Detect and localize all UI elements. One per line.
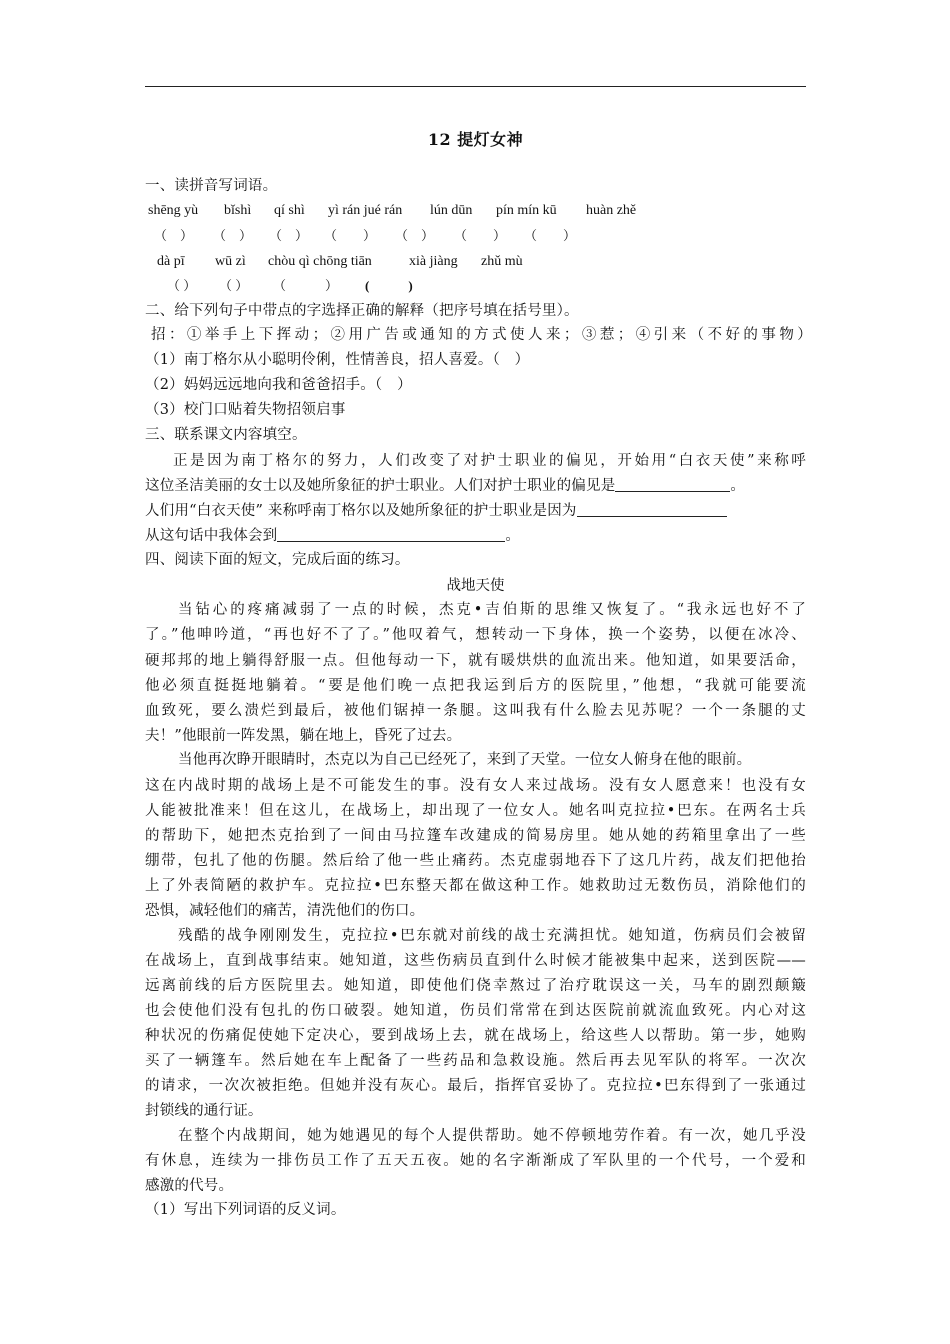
passage-p1-line-2: 了。”他呻吟道，“再也好不了了。”他叹着气，想转动一下身体，换一个姿势，以便在冰冷、	[145, 627, 806, 643]
answer-bracket-9[interactable]: （ ）	[219, 278, 249, 293]
answer-blank-2[interactable]	[577, 502, 727, 517]
section3-line-4	[145, 526, 806, 546]
answer-bracket-5[interactable]: （ ）	[395, 228, 435, 243]
section2-question-1: （1）南丁格尔从小聪明伶俐，性情善良，招人喜爱。（ ）	[145, 352, 530, 368]
passage-p3-line-1: 残酷的战争刚刚发生，克拉拉•巴东就对前线的战士充满担忧。她知道，伤病员们会被留	[178, 928, 806, 944]
section3-line-2-text: 这位圣洁美丽的女士以及她所象征的护士职业。人们对护士职业的偏见是	[145, 478, 616, 494]
passage-p3-line-2: 在战场上，直到战事结束。她知道，这些伤病员直到什么时候才能被集中起来，送到医院——	[145, 953, 806, 969]
pinyin-10: chòu qì chōng tiān	[268, 254, 372, 269]
passage-p4-line-1: 在整个内战期间，她为她遇见的每个人提供帮助。她不停顿地劳作着。有一次，她几乎没	[178, 1128, 806, 1144]
passage-p2-line-1: 当他再次睁开眼睛时，杰克以为自己已经死了，来到了天堂。一位女人俯身在他的眼前。	[178, 752, 752, 768]
section3-heading: 三、联系课文内容填空。	[145, 427, 307, 443]
passage-p3-line-6: 买了一辆篷车。然后她在车上配备了一些药品和急救设施。然后再去见军队的将军。一次次	[145, 1053, 806, 1069]
passage-p2-line-2: 这在内战时期的战场上是不可能发生的事。没有女人来过战场。没有女人愿意来！也没有女	[145, 778, 806, 794]
answer-bracket-8[interactable]: （ ）	[167, 278, 197, 293]
pinyin-12: zhǔ mù	[481, 254, 523, 269]
section3-line-2-end: 。	[730, 478, 746, 494]
section3-line-1: 正是因为南丁格尔的努力，人们改变了对护士职业的偏见，开始用“白衣天使”来称呼	[173, 453, 806, 469]
passage-p3-line-5: 种状况的伤痛促使她下定决心，要到战场上去，就在战场上，给这些人以帮助。第一步，她购	[145, 1028, 806, 1044]
pinyin-4: yì rán jué rán	[328, 203, 403, 218]
passage-title: 战地天使	[446, 578, 505, 594]
answer-bracket-2[interactable]: （ ）	[213, 228, 253, 243]
passage-p1-line-1: 当钻心的疼痛减弱了一点的时候，杰克•吉伯斯的思维又恢复了。“我永远也好不了	[178, 602, 806, 618]
answer-bracket-3[interactable]: （ ）	[269, 228, 309, 243]
answer-blank-3[interactable]	[277, 527, 505, 542]
section1-heading: 一、读拼音写词语。	[145, 178, 278, 194]
passage-p2-line-3: 人能被批准来！但在这儿，在战场上，却出现了一位女人。她名叫克拉拉•巴东。在两名士兵	[145, 803, 806, 819]
pinyin-1: shēng yù	[148, 203, 199, 218]
pinyin-2: bǐshì	[224, 203, 252, 218]
pinyin-8: dà pī	[157, 254, 185, 269]
answer-bracket-7[interactable]: （ ）	[524, 228, 577, 243]
section3-line-4-end: 。	[505, 528, 521, 544]
passage-p4-line-3: 感激的代号。	[145, 1178, 234, 1194]
passage-p1-line-6: 夫！”他眼前一阵发黑，躺在地上，昏死了过去。	[145, 728, 462, 744]
section3-line-2	[145, 476, 806, 496]
passage-p4-line-2: 有休息，连续为一排伤员工作了五天五夜。她的名字渐渐成了军队里的一个代号，一个爱和	[145, 1153, 806, 1169]
pinyin-7: huàn zhě	[586, 203, 637, 218]
pinyin-11: xià jiàng	[409, 254, 458, 269]
answer-blank-1[interactable]	[615, 477, 730, 492]
answer-bracket-10[interactable]: （ ）	[273, 278, 339, 293]
passage-p3-line-7: 的请求，一次次被拒绝。但她并没有灰心。最后，指挥官妥协了。克拉拉•巴东得到了一张通过	[145, 1078, 806, 1094]
section3-line-3-text: 人们用“白衣天使” 来称呼南丁格尔以及她所象征的护士职业是因为	[145, 503, 577, 519]
section3-line-4-text: 从这句话中我体会到	[145, 528, 278, 544]
section2-question-2: （2）妈妈远远地向我和爸爸招手。（ ）	[145, 377, 412, 393]
answer-bracket-6[interactable]: （ ）	[454, 228, 507, 243]
passage-p3-line-8: 封锁线的通行证。	[145, 1103, 263, 1119]
pinyin-3: qí shì	[274, 203, 305, 218]
pinyin-9: wū zì	[215, 254, 246, 269]
passage-p2-line-4: 的帮助下，她把杰克抬到了一间由马拉篷车改建成的简易房里。她从她的药箱里拿出了一些	[145, 828, 806, 844]
answer-bracket-11[interactable]: ( )	[365, 278, 413, 293]
passage-p1-line-3: 硬邦邦的地上躺得舒服一点。但他每动一下，就有暖烘烘的血流出来。他知道，如果要活命，	[145, 653, 806, 669]
passage-p2-line-5: 绷带，包扎了他的伤腿。然后给了他一些止痛药。杰克虚弱地吞下了这几片药，战友们把他抬	[145, 853, 806, 869]
section3-line-3	[145, 501, 806, 521]
answer-bracket-1[interactable]: （ ）	[154, 228, 194, 243]
section4-question-1: （1）写出下列词语的反义词。	[145, 1202, 346, 1218]
passage-p2-line-6: 上了外表简陋的救护车。克拉拉•巴东整天都在做这种工作。她救助过无数伤员，消除他们的	[145, 878, 806, 894]
header-rule	[145, 86, 806, 87]
pinyin-5: lún dūn	[430, 203, 473, 218]
page-title: 12 提灯女神	[427, 130, 524, 149]
passage-p3-line-4: 也会使他们没有包扎的伤口破裂。她知道，伤员们常常在到达医院前就流血致死。内心对这	[145, 1003, 806, 1019]
pinyin-6: pín mín kū	[496, 203, 557, 218]
passage-p3-line-3: 远离前线的后方医院里去。她知道，即使他们侥幸熬过了治疗耽误这一关，马车的剧烈颠簸	[145, 978, 806, 994]
answer-bracket-4[interactable]: （ ）	[324, 228, 377, 243]
passage-p1-line-4: 他必须直挺挺地躺着。“要是他们晚一点把我运到后方的医院里，”他想，“我就可能要流	[145, 678, 806, 694]
section2-definition: 招：①举手上下挥动；②用广告或通知的方式使人来；③惹；④引来（不好的事物）	[151, 327, 812, 343]
section4-heading: 四、阅读下面的短文，完成后面的练习。	[145, 552, 410, 568]
section2-question-3: （3）校门口贴着失物招领启事	[145, 402, 346, 418]
passage-p1-line-5: 血致死，要么溃烂到最后，被他们锯掉一条腿。这叫我有什么脸去见苏呢？一个一条腿的丈	[145, 703, 806, 719]
section2-heading: 二、给下列句子中带点的字选择正确的解释（把序号填在括号里）。	[145, 303, 579, 319]
passage-p2-line-7: 恐惧，减轻他们的痛苦，清洗他们的伤口。	[145, 903, 425, 919]
